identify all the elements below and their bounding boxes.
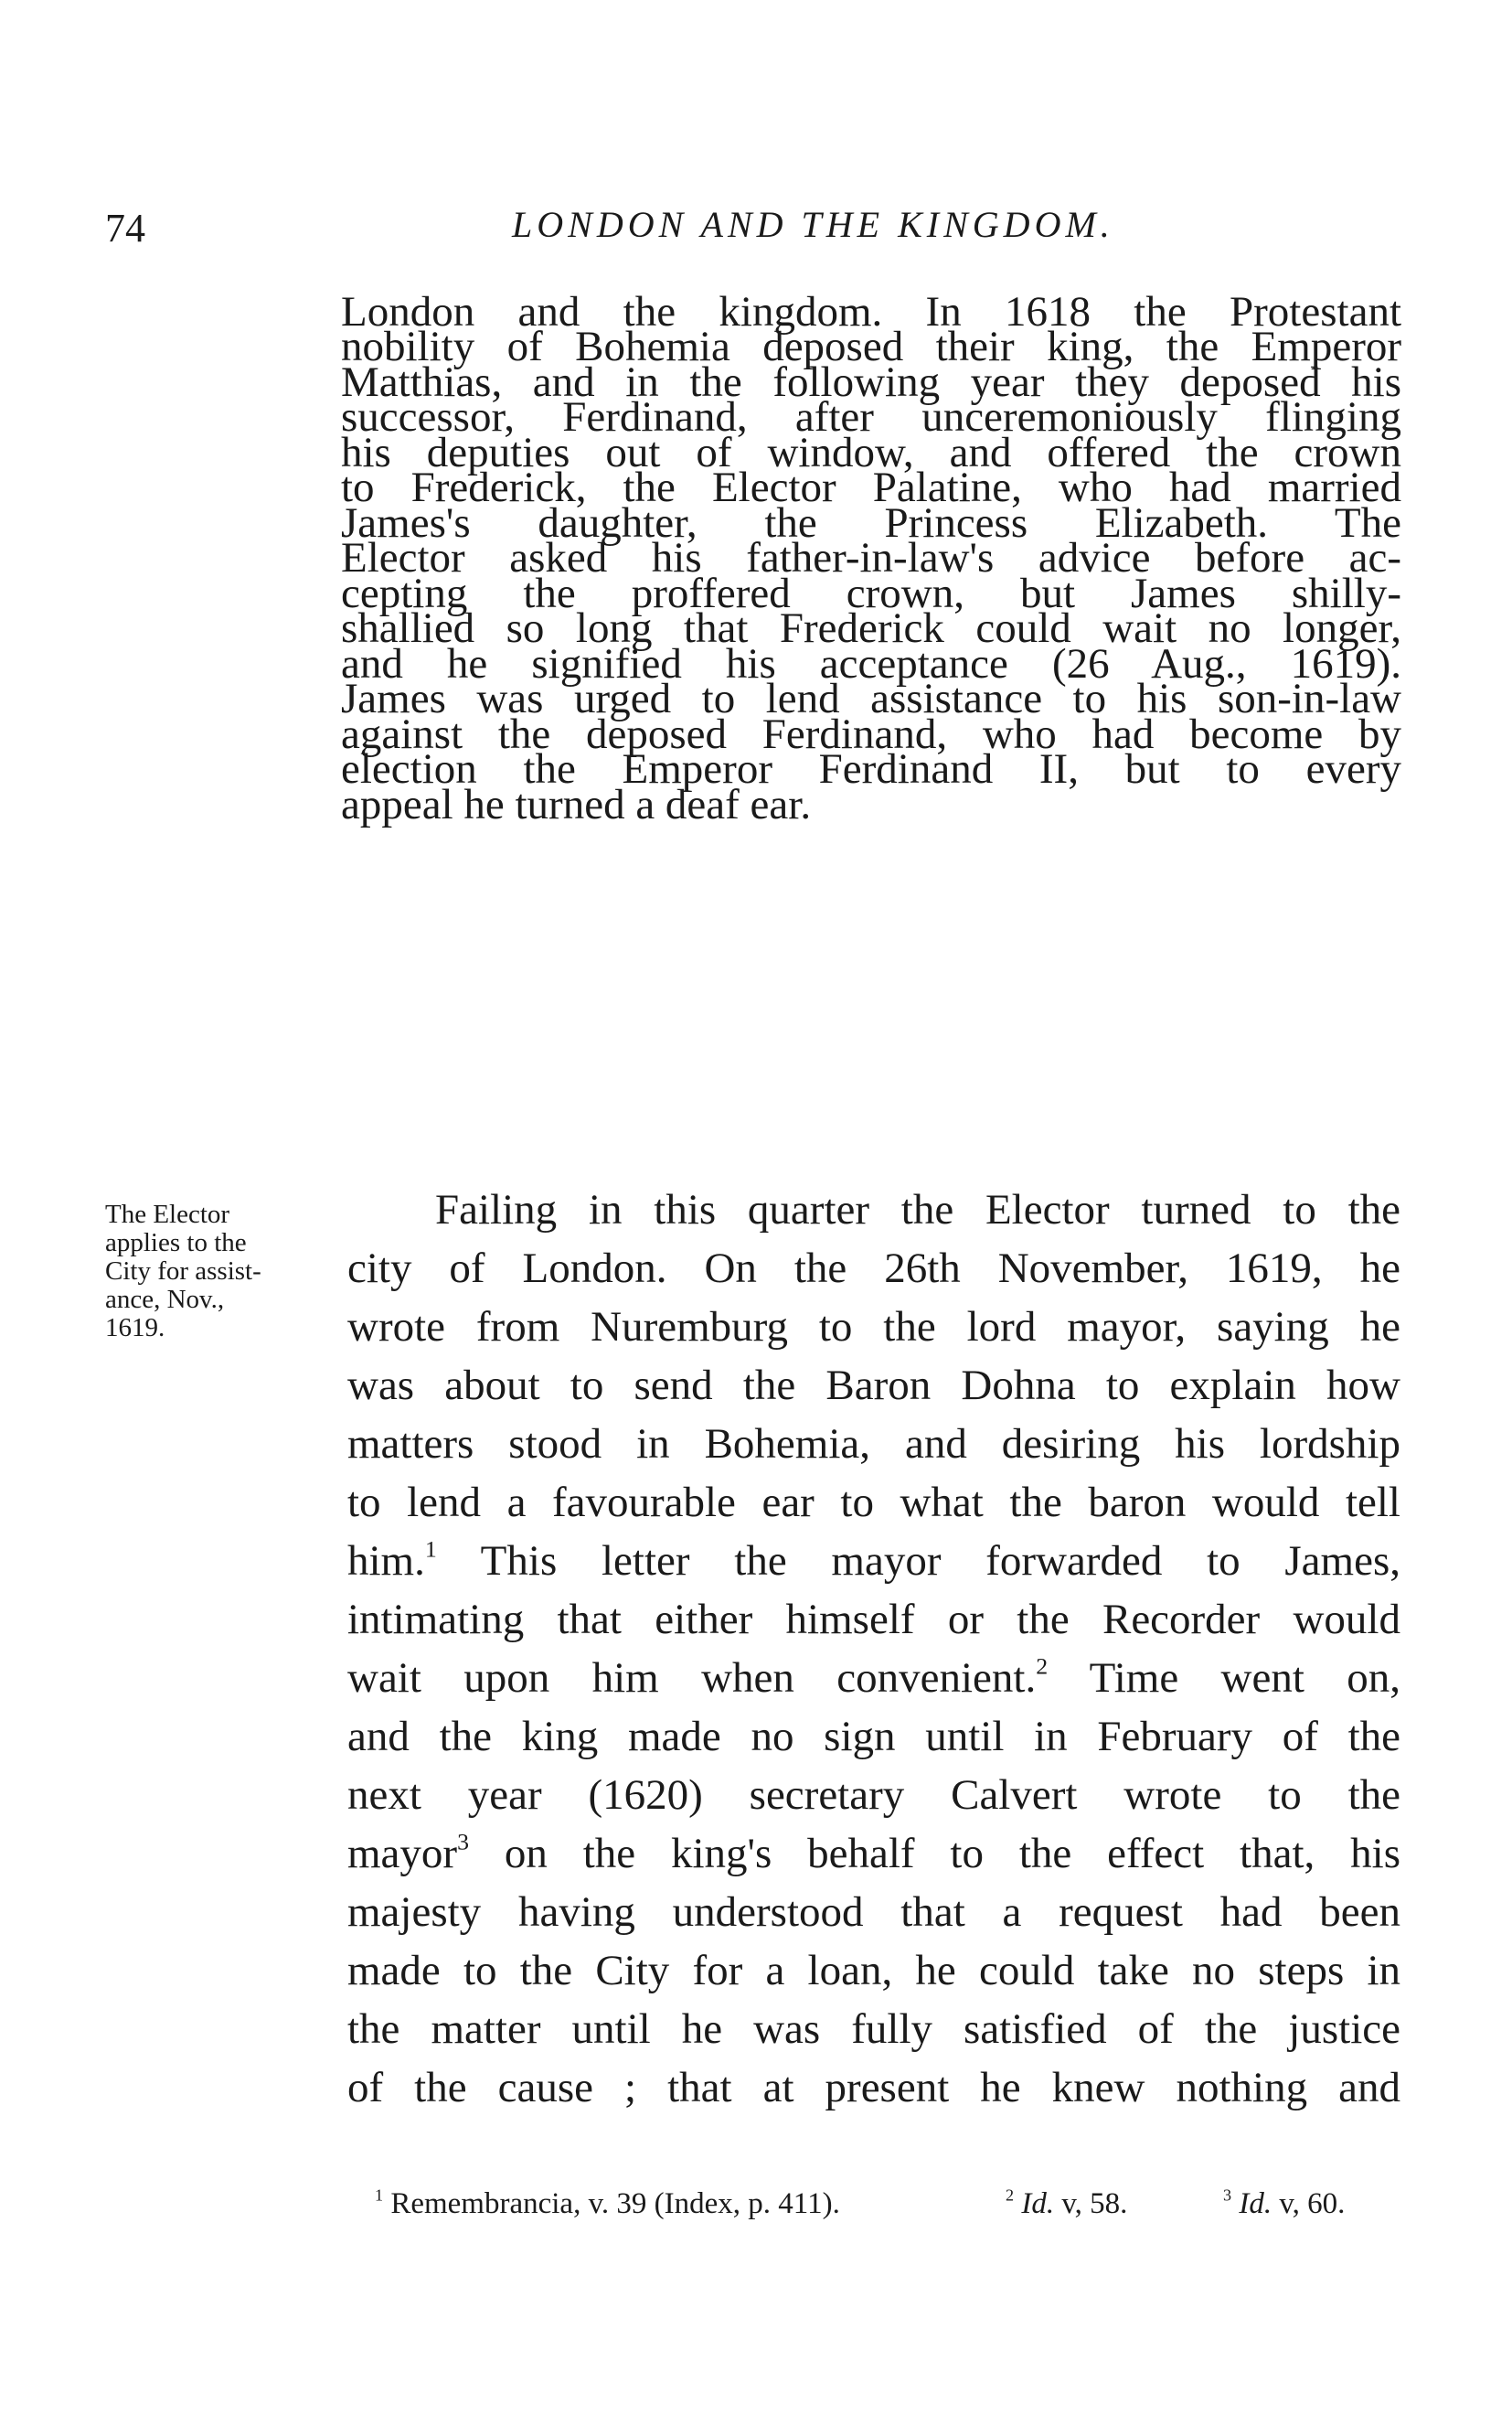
- text-line: cepting the proffered crown, but James shilly-: [341, 570, 1401, 617]
- text-line: to lend a favourable ear to what the baron would tell: [347, 1479, 1400, 1526]
- text-line: Matthias, and in the following year they deposed his: [341, 358, 1401, 406]
- text-line: [347, 1535, 1400, 1585]
- marginal-note-line: The Elector: [105, 1200, 230, 1229]
- marginal-note-line: ance, Nov.,: [105, 1285, 225, 1314]
- text-line: wrote from Nuremburg to the lord mayor, saying he: [347, 1303, 1400, 1351]
- text-run: him.: [347, 1537, 425, 1585]
- page-number: 74: [105, 206, 145, 251]
- text-line: and he signified his acceptance (26 Aug., 1619).: [341, 640, 1401, 688]
- footnote-3: [1223, 2185, 1346, 2220]
- text-line: the matter until he was fully satisfied of the justice: [347, 2005, 1400, 2053]
- text-line: of the cause ; that at present he knew nothing and: [347, 2064, 1400, 2111]
- text-line: James was urged to lend assistance to his son-in-law: [341, 675, 1401, 722]
- text-line: Elector asked his father-in-law's advice before ac-: [341, 534, 1401, 582]
- text-line: [347, 1652, 1401, 1702]
- footnote-number: 2: [1006, 2185, 1015, 2205]
- text-run: wait upon him when convenient.: [347, 1654, 1037, 1702]
- footnote-marker: 2: [1036, 1652, 1049, 1680]
- footnote-1: [375, 2185, 840, 2220]
- marginal-note: [105, 1201, 325, 1342]
- footnote-number: 3: [1223, 2185, 1232, 2205]
- text-line: shallied so long that Frederick could wait no longer,: [341, 604, 1401, 652]
- text-line: next year (1620) secretary Calvert wrote to the: [347, 1771, 1400, 1819]
- text-line: against the deposed Ferdinand, who had become by: [341, 711, 1401, 758]
- text-run: This letter the mayor forwarded to James,: [436, 1537, 1400, 1585]
- footnote-marker: 1: [424, 1535, 437, 1563]
- text-line: successor, Ferdinand, after unceremoniously flinging: [341, 393, 1401, 441]
- marginal-note-line: City for assist-: [105, 1256, 261, 1286]
- footnote-source: Remembrancia, v. 39 (Index, p. 411).: [390, 2187, 840, 2220]
- text-line: James's daughter, the Princess Elizabeth. The: [341, 499, 1401, 547]
- text-line: appeal he turned a deaf ear.: [341, 781, 812, 828]
- text-line: nobility of Bohemia deposed their king, the Emperor: [341, 323, 1401, 370]
- footnote-reference: v, 60.: [1272, 2187, 1346, 2220]
- text-line: London and the kingdom. In 1618 the Protestant: [341, 288, 1401, 336]
- text-line: city of London. On the 26th November, 1619, he: [347, 1245, 1400, 1292]
- footnote-2: [1006, 2185, 1128, 2220]
- text-line: made to the City for a loan, he could take no steps in: [347, 1947, 1400, 1994]
- text-line: intimating that either himself or the Recorder would: [347, 1596, 1400, 1643]
- text-line: [347, 1828, 1400, 1877]
- text-run: mayor: [347, 1830, 458, 1877]
- text-line: matters stood in Bohemia, and desiring his lordship: [347, 1420, 1400, 1468]
- footnote-source: Id.: [1239, 2187, 1272, 2220]
- text-line: his deputies out of window, and offered the crown: [341, 429, 1401, 476]
- running-title: LONDON AND THE KINGDOM.: [512, 204, 1114, 245]
- text-line: and the king made no sign until in February of the: [347, 1713, 1400, 1760]
- marginal-note-line: applies to the: [105, 1228, 247, 1257]
- footnote-reference: v, 58.: [1054, 2187, 1128, 2220]
- marginal-note-line: 1619.: [105, 1313, 165, 1342]
- footnote-number: 1: [375, 2185, 384, 2205]
- text-line: majesty having understood that a request had been: [347, 1888, 1400, 1936]
- text-line: to Frederick, the Elector Palatine, who had married: [341, 464, 1401, 511]
- text-line: was about to send the Baron Dohna to explain how: [347, 1362, 1400, 1409]
- footnote-marker: 3: [457, 1828, 469, 1855]
- footnote-source: Id.: [1021, 2187, 1055, 2220]
- text-run: on the king's behalf to the effect that, his: [469, 1830, 1400, 1877]
- text-run: Time went on,: [1048, 1654, 1401, 1702]
- text-line: Failing in this quarter the Elector turned to the: [435, 1186, 1400, 1234]
- text-line: election the Emperor Ferdinand II, but to every: [341, 745, 1401, 793]
